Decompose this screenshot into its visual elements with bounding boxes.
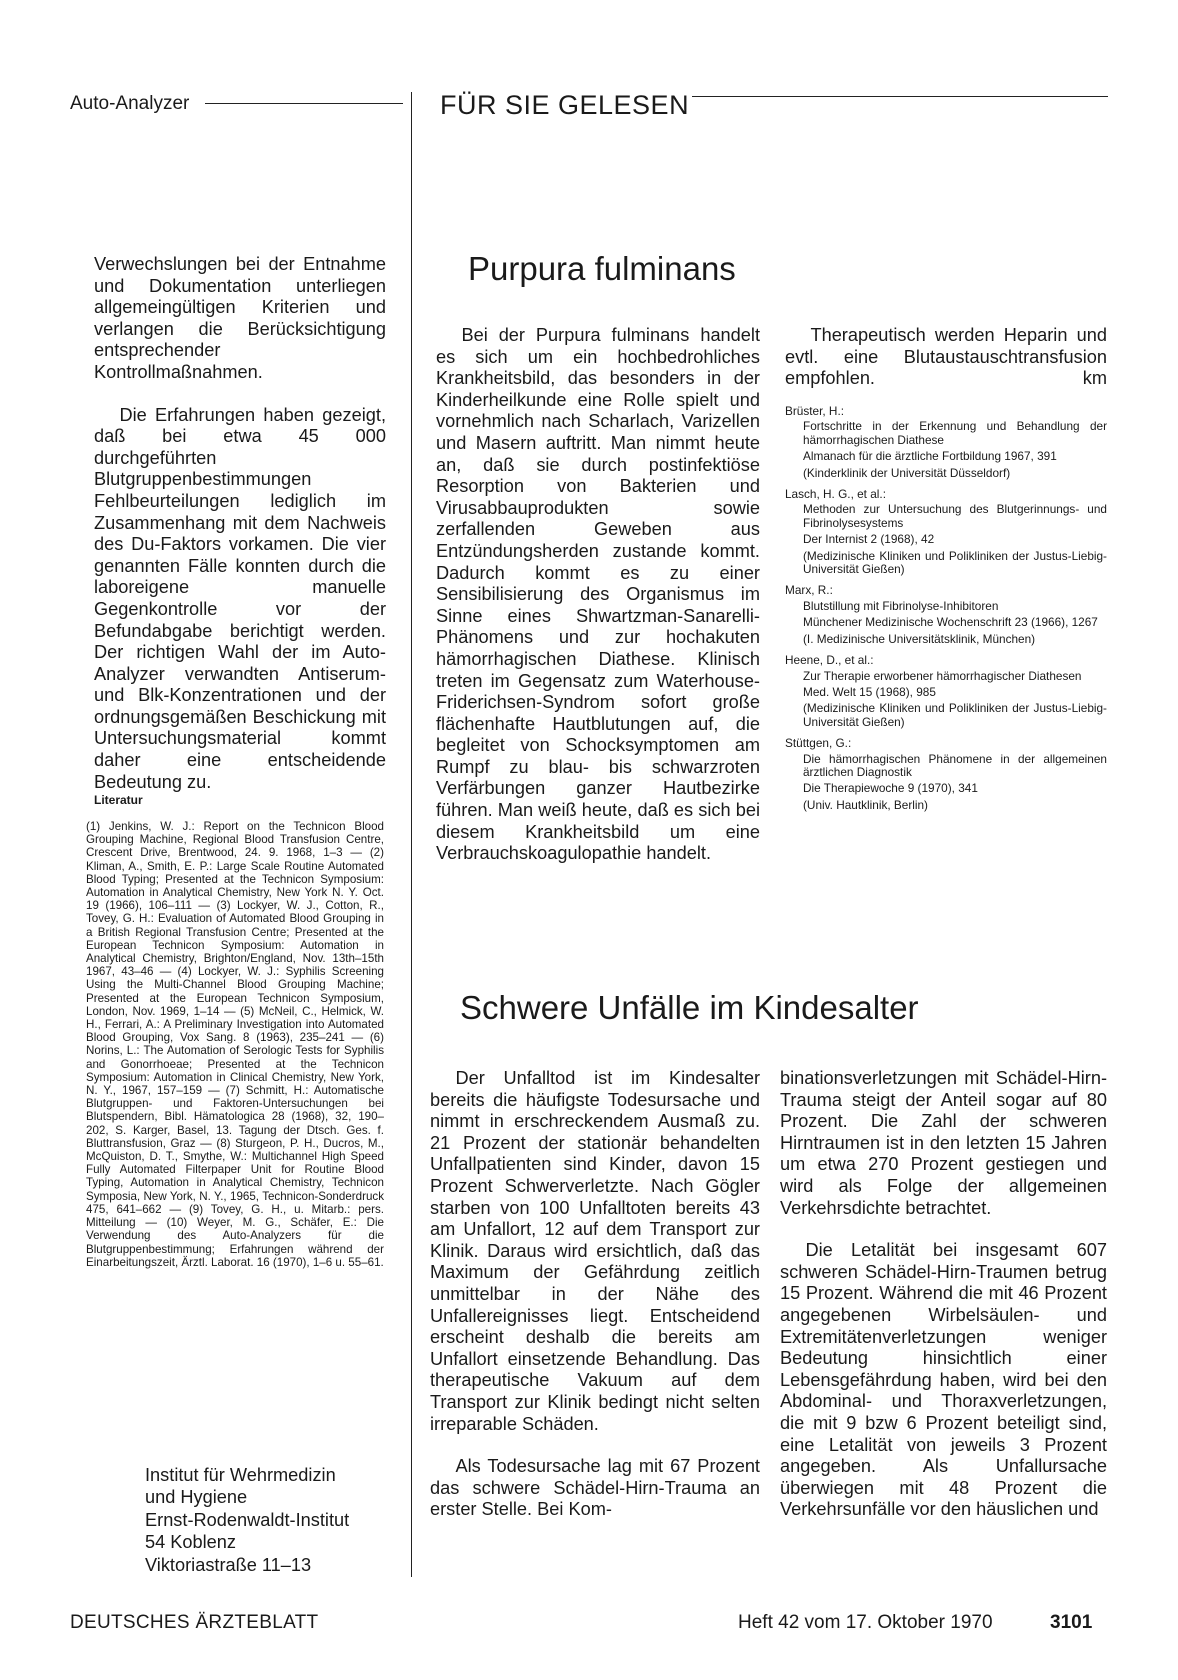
section-label-fuer-sie-gelesen: FÜR SIE GELESEN	[440, 90, 690, 120]
institute-line-4: 54 Koblenz	[145, 1532, 237, 1553]
reference-affiliation: (Kinderklinik der Universität Düsseldorf)	[803, 465, 1011, 480]
institute-line-2: und Hygiene	[145, 1487, 248, 1508]
left-paragraph-1: Verwechslungen bei der Entnahme und Dokumentation unterliegen allgemeingültigen Kriterien und verlangen die Berücksichtigung entsprechender Kontrollmaßnahmen.	[94, 254, 386, 382]
reference-source: Med. Welt 15 (1968), 985	[803, 684, 936, 699]
institute-line-3: Ernst-Rodenwaldt-Institut	[145, 1509, 350, 1530]
reference-title: Blutstillung mit Fibrinolyse-Inhibitoren	[803, 598, 999, 613]
institute-line-1: Institut für Wehrmedizin	[145, 1465, 336, 1485]
unfaelle-column-1	[430, 1068, 760, 1521]
literature-heading: Literatur	[94, 793, 143, 807]
reference-affiliation: (I. Medizinische Universitätsklinik, München)	[803, 631, 1036, 646]
article-title-purpura: Purpura fulminans	[468, 250, 736, 287]
reference-title: Zur Therapie erworbener hämorrhagischer Diathesen	[803, 668, 1082, 683]
purpura-column-1	[436, 325, 760, 865]
section-label-auto-analyzer: Auto-Analyzer	[70, 93, 190, 114]
header-rule-right	[692, 96, 1108, 97]
reference-affiliation: (Medizinische Kliniken und Polikliniken der Justus-Liebig-Universität Gießen)	[803, 701, 1107, 729]
footer-page-number: 3101	[1050, 1612, 1093, 1633]
reference-source: Münchener Medizinische Wochenschrift 23 (1966), 1267	[803, 615, 1098, 630]
unfaelle-paragraph-4: Die Letalität bei insgesamt 607 schweren Schädel-Hirn-Traumen betrug 15 Prozent. Während die mit 46 Prozent angegebenen Wirbelsäulen- und Extremitätenverletzungen weniger Bedeutung hinsichtlich einer Lebensgefährdung haben, wird bei den Abdominal- und Thoraxverletzungen, die mit 9 bzw 6 Prozent beteiligt sind, eine Letalität von jeweils 3 Prozent angegeben. Als Unfallursache überwiegen mit 48 Prozent die Verkehrsunfälle vor den häuslichen und	[780, 1240, 1107, 1520]
footer-issue: Heft 42 vom 17. Oktober 1970	[738, 1612, 993, 1633]
reference-item	[785, 737, 1107, 812]
footer-journal-name: DEUTSCHES ÄRZTEBLATT	[70, 1612, 319, 1633]
reference-source: Die Therapiewoche 9 (1970), 341	[803, 781, 978, 796]
reference-item	[785, 654, 1107, 729]
unfaelle-paragraph-1: Der Unfalltod ist im Kindesalter bereits die häufigste Todesursache und nimmt in erschreckendem Ausmaß zu. 21 Prozent der stationär behandelten Unfallpatienten sind Kinder, davon 15 Prozent Schwerverletzte. Nach Gögler starben von 100 Unfalltoten bereits 43 am Unfallort, 12 auf dem Transport zur Klinik. Daraus wird ersichtlich, daß das Maximum der Gefährdung zeitlich unmittelbar in der Nähe des Unfallereignisses liegt. Entscheidend erscheint deshalb die bereits am Unfallort einsetzende Behandlung. Das therapeutische Vakuum auf dem Transport zur Klinik bedingt nicht selten irreparable Schäden.	[430, 1068, 760, 1434]
unfaelle-paragraph-3: binationsverletzungen mit Schädel-Hirn-Trauma steigt der Anteil sogar auf 80 Prozent. Die Zahl der schweren Hirntraumen ist in den letzten 15 Jahren um etwa 270 Prozent gestiegen und wird als Folge der allgemeinen Verkehrsdichte betrachtet.	[780, 1068, 1107, 1218]
author-mark: km	[1082, 368, 1107, 389]
reference-author: Lasch, H. G., et al.:	[785, 487, 886, 502]
reference-author: Marx, R.:	[785, 583, 833, 598]
left-paragraph-2: Die Erfahrungen haben gezeigt, daß bei etwa 45 000 durchgeführten Blutgruppenbestimmungen Fehlbeurteilungen lediglich im Zusammenhang mit dem Nachweis des Du-Faktors vorkamen. Die vier genannten Fälle konnten durch die laboreigene manuelle Gegenkontrolle vor der Befundabgabe berichtigt werden. Der richtigen Wahl der im Auto-Analyzer verwandten Antiserum- und Blk-Konzentrationen und der ordnungsgemäßen Beschickung mit Untersuchungsmaterial kommt daher eine entscheidende Bedeutung zu.	[94, 404, 386, 792]
reference-affiliation: (Univ. Hautklinik, Berlin)	[803, 797, 928, 812]
purpura-column-2	[785, 325, 1107, 390]
reference-title: Methoden zur Untersuchung des Blutgerinnungs- und Fibrinolysesystems	[803, 502, 1107, 530]
column-divider	[411, 92, 412, 1577]
institute-address	[145, 1464, 349, 1576]
purpura-therapy-text	[785, 325, 1107, 390]
reference-item	[785, 584, 1107, 646]
unfaelle-paragraph-2: Als Todesursache lag mit 67 Prozent das schwere Schädel-Hirn-Trauma an erster Stelle. Bei Kom-	[430, 1456, 760, 1520]
header-rule-left	[205, 103, 403, 104]
reference-item	[785, 488, 1107, 576]
unfaelle-column-2	[780, 1068, 1107, 1521]
purpura-references	[785, 405, 1107, 820]
article-title-unfaelle: Schwere Unfälle im Kindesalter	[460, 989, 919, 1026]
reference-item	[785, 405, 1107, 480]
purpura-therapy-sentence: Therapeutisch werden Heparin und evtl. eine Blutaustauschtransfusion empfohlen.	[785, 325, 1107, 389]
reference-affiliation: (Medizinische Kliniken und Polikliniken der Justus-Liebig-Universität Gießen)	[803, 548, 1107, 577]
reference-title: Fortschritte in der Erkennung und Behandlung der hämorrhagischen Diathese	[803, 419, 1107, 447]
reference-source: Almanach für die ärztliche Fortbildung 1967, 391	[803, 449, 1057, 464]
purpura-paragraph-1: Bei der Purpura fulminans handelt es sich um ein hochbedrohliches Krankheitsbild, das besonders in der Kinderheilkunde eine Rolle spielt und vornehmlich nach Scharlach, Varizellen und Masern auftritt. Man nimmt heute an, daß sie durch postinfektiöse Resorption von Bakterien und Virusabbauprodukten sowie zerfallenden Geweben aus Entzündungsherden zustande kommt. Dadurch kommt es zu einer Sensibilisierung des Organismus im Sinne eines Shwartzman-Sanarelli-Phänomens und zur hochakuten hämorrhagischen Diathese. Klinisch treten im Gegensatz zum Waterhouse-Friderichsen-Syndrom sofort große flächenhafte Hautblutungen auf, die begleitet von Schocksymptomen am Rumpf zu blau- bis schwarzroten Verfärbungen ganzer Hautbezirke führen. Man weiß heute, daß es sich bei diesem Krankheitsbild um eine Verbrauchskoagulopathie handelt.	[436, 325, 760, 864]
reference-author: Stüttgen, G.:	[785, 736, 852, 751]
left-column-text	[94, 254, 386, 793]
institute-line-5: Viktoriastraße 11–13	[145, 1554, 312, 1575]
reference-title: Die hämorrhagischen Phänomene in der allgemeinen ärztlichen Diagnostik	[803, 751, 1107, 779]
reference-source: Der Internist 2 (1968), 42	[803, 532, 935, 547]
literature-list: (1) Jenkins, W. J.: Report on the Technicon Blood Grouping Machine, Regional Blood Transfusion Centre, Crescent Drive, Brentwood, 24. 9. 1968, 1–3 — (2) Kliman, A., Smith, E. P.: Large Scale Routine Automated Blood Typing; Presented at the Technicon Symposium: Automation in Analytical Chemistry, New York N. Y. Oct. 19 (1966), 106–111 — (3) Lockyer, W. J., Cotton, R., Tovey, G. H.: Evaluation of Automated Blood Grouping in a British Regional Transfusion Centre; Presented at the European Technicon Symposium: Automation in Analytical Chemistry, Brighton/England, Nov. 13th–15th 1967, 43–46 — (4) Lockyer, W. J.: Syphilis Screening Using the Multi-Channel Blood Grouping Machine; Presented at the European Technicon Symposium, London, Nov. 1969, 1–14 — (5) McNeil, C., Helmick, W. H., Ferrari, A.: A Preliminary Investigation into Automated Blood Grouping, Vox Sang. 8 (1963), 235–241 — (6) Norins, L.: The Automation of Serologic Tests for Syphilis and Gonorrhoeae; Presented at the Technicon Symposium: Automation in Clinical Chemistry, New York, N. Y., 1967, 157–159 — (7) Schmitt, H.: Automatische Blutgruppen- und Faktoren-Untersuchungen bei Blutspendern, Bibl. Hämatologica 28 (1968), 32, 190–202, S. Karger, Basel, 13. Tagung der Dtsch. Ges. f. Bluttransfusion, Graz — (8) Sturgeon, P. H., Ducros, M., McQuiston, D. T., Smythe, W.: Multichannel High Speed Fully Automated Filterpaper Unit for Routine Blood Typing, Automation in Analytical Chemistry, Technicon Symposia, New York, N. Y., 1965, Technicon-Sonderdruck 475, 641–662 — (9) Tovey, G. H., u. Mitarb.: pers. Mitteilung — (10) Weyer, M. G., Schäfer, E.: Die Verwendung des Auto-Analyzers für die Blutgruppenbestimmung; Erfahrungen während der Einarbeitungszeit, Ärztl. Laborat. 16 (1970), 1–6 u. 55–61.	[86, 820, 384, 1269]
reference-author: Brüster, H.:	[785, 404, 845, 418]
reference-author: Heene, D., et al.:	[785, 653, 874, 668]
